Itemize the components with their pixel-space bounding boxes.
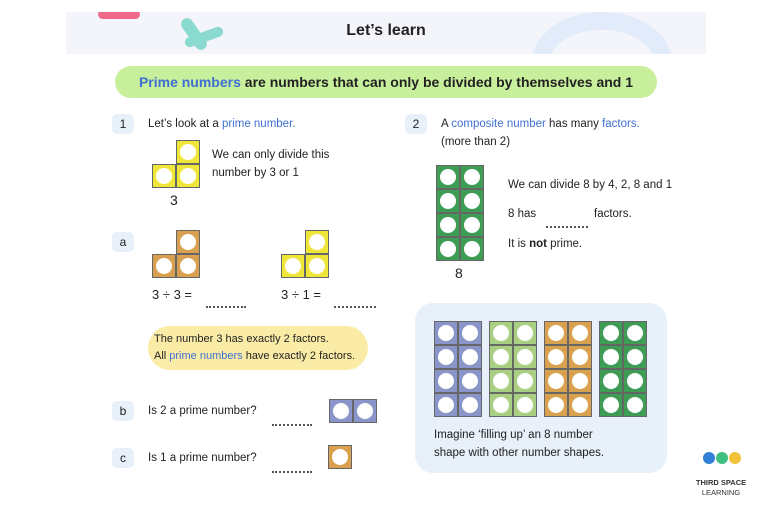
- question-b-text: Is 2 a prime number?: [148, 405, 257, 417]
- question-c-text: Is 1 a prime number?: [148, 452, 257, 464]
- section1-intro: [148, 115, 295, 133]
- logo-dot-blue: [703, 452, 715, 464]
- section2-line1: A composite number has many factors.: [441, 118, 640, 130]
- question-letter-badge: b: [112, 401, 134, 421]
- banner-emphasis: themselves and 1: [516, 74, 634, 90]
- section2-desc2-start: 8 has: [508, 208, 537, 220]
- definition-banner: [115, 66, 657, 98]
- section2-desc3: It is not prime.: [508, 238, 583, 250]
- logo-dot-green: [716, 452, 728, 464]
- logo-dot-yellow: [729, 452, 741, 464]
- answer-blank-c[interactable]: [272, 471, 312, 473]
- equation-3-div-1: 3 ÷ 1 =: [281, 287, 322, 302]
- answer-blank-b[interactable]: [272, 424, 312, 426]
- question-letter-badge: a: [112, 232, 134, 252]
- equation-3-div-3: 3 ÷ 3 =: [152, 287, 193, 302]
- panel-text-line2: shape with other number shapes.: [434, 447, 605, 459]
- question-letter-badge: c: [112, 448, 134, 468]
- panel-text-line1: Imagine ‘filling up’ an 8 number: [434, 429, 593, 441]
- decorative-pink-stroke: [98, 12, 140, 19]
- answer-blank-3-div-1[interactable]: [334, 306, 376, 308]
- header-bar: [66, 12, 706, 54]
- section1-desc-line2: number by 3 or 1: [212, 167, 299, 179]
- section2-desc1: We can divide 8 by 4, 2, 8 and 1: [508, 179, 673, 191]
- section2-desc2-end: factors.: [594, 208, 632, 220]
- note-line2: All prime numbers have exactly 2 factors.: [154, 350, 356, 362]
- answer-blank-3-div-3[interactable]: [206, 306, 246, 308]
- logo-text-line1: THIRD SPACE: [695, 478, 747, 487]
- section-number-badge: 2: [405, 114, 427, 134]
- banner-term: Prime numbers: [138, 74, 241, 90]
- section1-desc-line1: We can only divide this: [212, 149, 330, 161]
- shape-label-8: 8: [455, 265, 463, 281]
- answer-blank-factors[interactable]: [546, 226, 588, 228]
- number-shapes-panel: [415, 303, 667, 473]
- logo-text-line2: LEARNING: [701, 488, 741, 497]
- shape-label-3: 3: [170, 192, 178, 208]
- section1-intro-text: Let’s look at a: [148, 118, 222, 130]
- section-number-badge: 1: [112, 114, 134, 134]
- section2-line2: (more than 2): [441, 136, 511, 148]
- banner-text: are numbers that can only be divided by: [240, 74, 517, 90]
- page-title: Let’s learn: [346, 22, 426, 39]
- note-line1: The number 3 has exactly 2 factors.: [154, 333, 329, 345]
- factors-note: [148, 326, 368, 370]
- section1-intro-term: prime number.: [221, 118, 296, 130]
